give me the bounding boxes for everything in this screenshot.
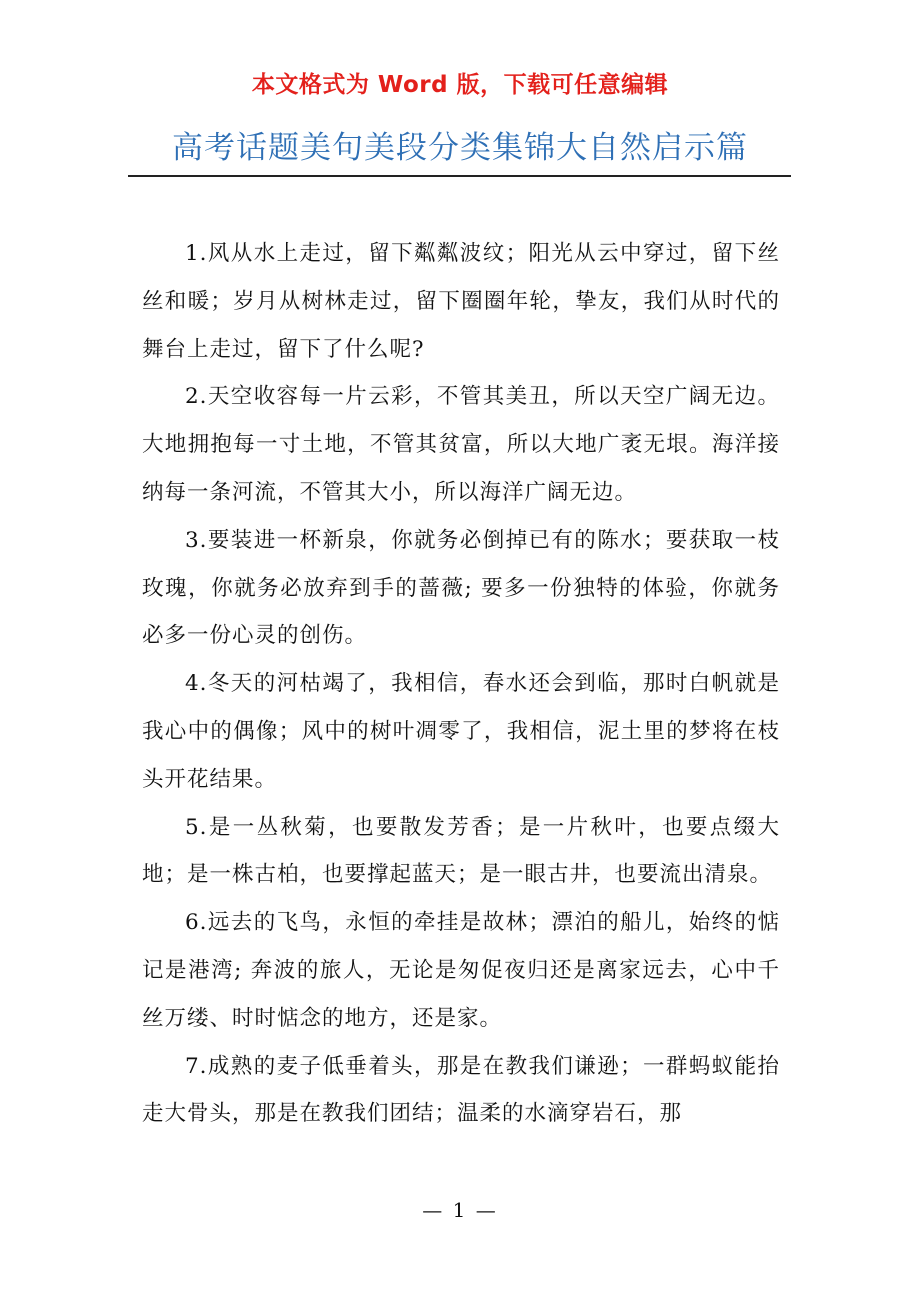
paragraph-2: 2.天空收容每一片云彩，不管其美丑，所以天空广阔无边。大地拥抱每一寸土地，不管其贫富，所以大地广袤无垠。海洋接纳每一条河流，不管其大小，所以海洋广阔无边。: [142, 384, 780, 505]
document-title: 高考话题美句美段分类集锦大自然启示篇: [172, 130, 748, 166]
paragraph-1: 1.风从水上走过，留下粼粼波纹；阳光从云中穿过，留下丝丝和暖；岁月从树林走过，留下圈圈年轮，挚友，我们从时代的舞台上走过，留下了什么呢?: [142, 241, 780, 362]
paragraph-6: 6.远去的飞鸟，永恒的牵挂是故林；漂泊的船儿，始终的惦记是港湾; 奔波的旅人，无论是匆促夜归还是离家远去，心中千丝万缕、时时惦念的地方，还是家。: [142, 910, 780, 1031]
paragraph-3: 3.要装进一杯新泉，你就务必倒掉已有的陈水；要获取一枝玫瑰，你就务必放弃到手的蔷薇; 要多一份独特的体验，你就务必多一份心灵的创伤。: [142, 527, 780, 649]
format-banner: 本文格式为 Word 版，下载可任意编辑: [251, 72, 669, 98]
title-underline: [128, 175, 791, 177]
document-body: [142, 230, 780, 1138]
paragraph-7: 7.成熟的麦子低垂着头，那是在教我们谦逊；一群蚂蚁能抬走大骨头，那是在教我们团结；温柔的水滴穿岩石，那: [142, 1053, 780, 1127]
paragraph-4: 4.冬天的河枯竭了，我相信，春水还会到临，那时白帆就是我心中的偶像；风中的树叶凋零了，我相信，泥土里的梦将在枝头开花结果。: [142, 671, 780, 792]
paragraph-5: 5.是一丛秋菊，也要散发芳香；是一片秋叶，也要点缀大地；是一株古柏，也要撑起蓝天；是一眼古井，也要流出清泉。: [142, 814, 780, 888]
page-number: — 1 —: [422, 1198, 498, 1222]
